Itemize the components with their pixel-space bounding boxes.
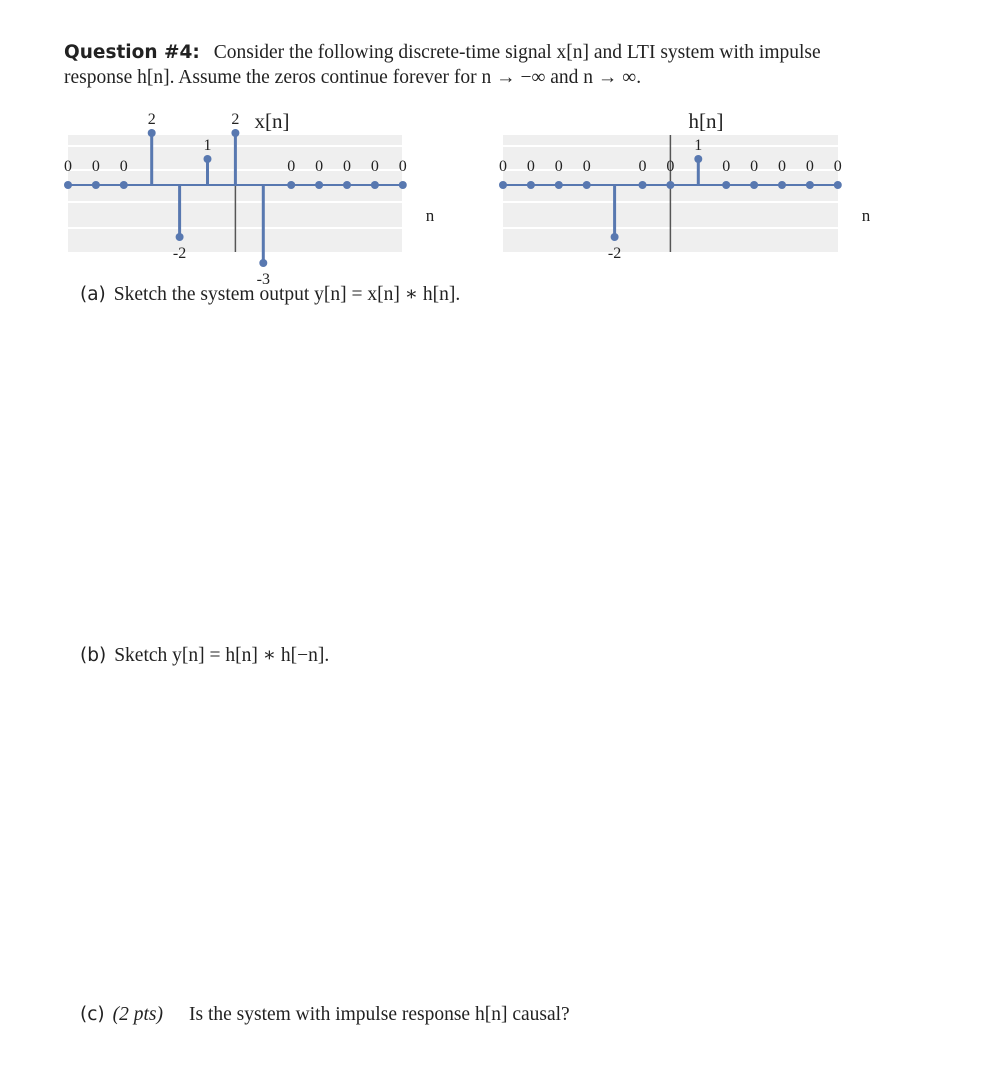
chart-1-label-9: 0 xyxy=(315,158,324,175)
part-c-points: (2 pts) xyxy=(112,1004,163,1025)
chart-1-xlabel: n xyxy=(425,206,435,225)
chart-2-label-4: -2 xyxy=(607,245,622,262)
chart-2-marker-5 xyxy=(639,181,647,189)
chart-1-marker-0 xyxy=(64,181,72,189)
chart-2-label-8: 0 xyxy=(722,158,731,175)
question-text-line-1: Consider the following discrete-time signal x[n] and LTI system with impulse xyxy=(213,42,821,63)
part-b xyxy=(80,643,329,667)
chart-1-label-12: 0 xyxy=(398,158,407,175)
chart-1-marker-5 xyxy=(204,155,212,163)
chart-2-title: h[n] xyxy=(688,109,724,133)
chart-1-label-2: 0 xyxy=(119,158,128,175)
chart-2-label-5: 0 xyxy=(638,158,647,175)
chart-1-marker-1 xyxy=(92,181,100,189)
chart-2-label-7: 1 xyxy=(694,137,703,154)
chart-1-label-5: 1 xyxy=(203,137,212,154)
chart-2-marker-12 xyxy=(834,181,842,189)
chart-2-label-1: 0 xyxy=(526,158,535,175)
part-a-label: (a) xyxy=(80,284,106,305)
chart-1-label-10: 0 xyxy=(343,158,351,175)
chart-2-marker-4 xyxy=(611,233,619,241)
chart-2-marker-0 xyxy=(499,181,507,189)
chart-2-label-10: 0 xyxy=(778,158,786,175)
chart-2-label-9: 0 xyxy=(750,158,759,175)
chart-2-marker-9 xyxy=(750,181,758,189)
chart-2-marker-2 xyxy=(555,181,563,189)
question-number: Question #4: xyxy=(64,42,200,63)
chart-2-label-2: 0 xyxy=(554,158,563,175)
chart-1-marker-7 xyxy=(259,259,267,267)
chart-1-title: x[n] xyxy=(254,109,290,133)
chart-1-marker-10 xyxy=(343,181,351,189)
chart-2-marker-10 xyxy=(778,181,786,189)
chart-1-label-4: -2 xyxy=(172,245,187,262)
part-a xyxy=(80,282,460,306)
chart-1-label-1: 0 xyxy=(91,158,100,175)
chart-1-label-0: 0 xyxy=(64,158,72,175)
stem-plots xyxy=(0,100,983,370)
chart-2-marker-6 xyxy=(666,181,674,189)
chart-2-marker-8 xyxy=(722,181,730,189)
chart-1-label-7: -3 xyxy=(256,271,270,288)
chart-1-label-8: 0 xyxy=(287,158,296,175)
chart-1-marker-6 xyxy=(231,129,239,137)
chart-1-marker-3 xyxy=(148,129,156,137)
chart-1-label-11: 0 xyxy=(370,158,379,175)
part-c-text: Is the system with impulse response h[n] causal? xyxy=(188,1004,570,1025)
part-b-label: (b) xyxy=(80,645,107,666)
chart-2-label-0: 0 xyxy=(499,158,507,175)
chart-1-label-6: 2 xyxy=(231,111,240,128)
chart-2-label-3: 0 xyxy=(582,158,591,175)
question-intro xyxy=(64,39,944,90)
chart-1-marker-12 xyxy=(399,181,407,189)
chart-1-marker-4 xyxy=(176,233,184,241)
chart-2-label-6: 0 xyxy=(666,158,675,175)
chart-2-marker-3 xyxy=(583,181,591,189)
chart-1-marker-2 xyxy=(120,181,128,189)
chart-2-marker-1 xyxy=(527,181,535,189)
question-text-line-2: response h[n]. Assume the zeros continue forever for n → −∞ and n → ∞. xyxy=(64,67,642,88)
chart-1-marker-9 xyxy=(315,181,323,189)
chart-1-marker-8 xyxy=(287,181,295,189)
chart-1-marker-11 xyxy=(371,181,379,189)
chart-2-label-12: 0 xyxy=(833,158,842,175)
part-c xyxy=(80,1004,570,1026)
part-a-text: Sketch the system output y[n] = x[n] ∗ h[n]. xyxy=(113,284,461,305)
chart-1-label-3: 2 xyxy=(147,111,156,128)
chart-2-marker-11 xyxy=(806,181,814,189)
chart-2-label-11: 0 xyxy=(805,158,814,175)
question-line-1 xyxy=(64,39,944,65)
chart-2-xlabel: n xyxy=(861,206,871,225)
chart-2-marker-7 xyxy=(694,155,702,163)
part-c-label: (c) xyxy=(80,1004,105,1025)
part-b-text: Sketch y[n] = h[n] ∗ h[−n]. xyxy=(114,645,330,666)
